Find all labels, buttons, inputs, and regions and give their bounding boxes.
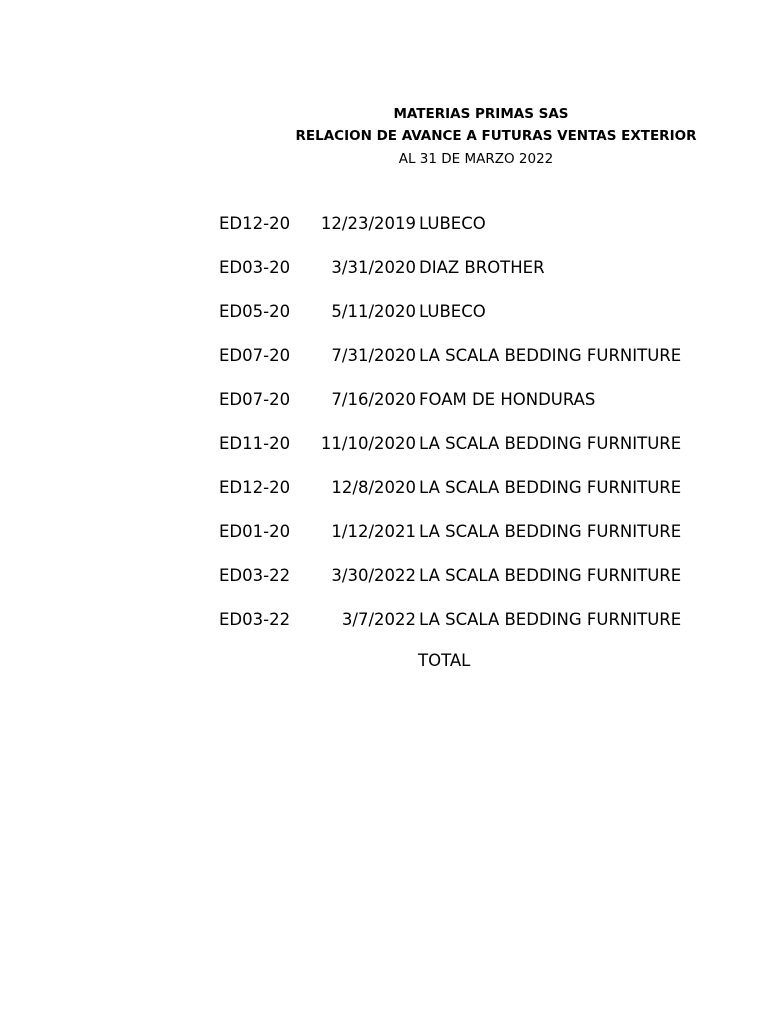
row-client: FOAM DE HONDURAS	[419, 390, 596, 409]
table-row	[0, 433, 768, 455]
row-date: 3/30/2022	[331, 566, 416, 585]
table-row	[0, 521, 768, 543]
row-code: ED07-20	[219, 346, 291, 365]
row-date: 7/16/2020	[331, 390, 416, 409]
row-client: LA SCALA BEDDING FURNITURE	[419, 434, 682, 453]
row-client: LA SCALA BEDDING FURNITURE	[419, 610, 682, 629]
row-date: 7/31/2020	[331, 346, 416, 365]
row-date: 12/8/2020	[331, 478, 416, 497]
row-client: LUBECO	[419, 214, 486, 233]
table-row	[0, 389, 768, 411]
table-row	[0, 477, 768, 499]
row-client: LA SCALA BEDDING FURNITURE	[419, 522, 682, 541]
row-client: LUBECO	[419, 302, 486, 321]
table-row	[0, 213, 768, 235]
row-code: ED01-20	[219, 522, 291, 541]
total-label: TOTAL	[418, 651, 471, 670]
row-code: ED07-20	[219, 390, 291, 409]
row-code: ED03-22	[219, 566, 291, 585]
row-date: 3/31/2020	[331, 258, 416, 277]
company-name: MATERIAS PRIMAS SAS	[393, 106, 569, 122]
row-code: ED12-20	[219, 478, 291, 497]
row-code: ED03-20	[219, 258, 291, 277]
table-row	[0, 609, 768, 631]
row-code: ED12-20	[219, 214, 291, 233]
row-code: ED05-20	[219, 302, 291, 321]
row-client: LA SCALA BEDDING FURNITURE	[419, 346, 682, 365]
row-code: ED03-22	[219, 610, 291, 629]
row-date: 5/11/2020	[331, 302, 416, 321]
row-date: 11/10/2020	[320, 434, 416, 453]
report-date: AL 31 DE MARZO 2022	[398, 151, 554, 167]
row-date: 1/12/2021	[331, 522, 416, 541]
row-date: 12/23/2019	[320, 214, 416, 233]
table-row	[0, 345, 768, 367]
row-client: LA SCALA BEDDING FURNITURE	[419, 478, 682, 497]
row-client: DIAZ BROTHER	[419, 258, 545, 277]
row-client: LA SCALA BEDDING FURNITURE	[419, 566, 682, 585]
row-date: 3/7/2022	[341, 610, 416, 629]
table-row	[0, 565, 768, 587]
table-row	[0, 257, 768, 279]
report-title: RELACION DE AVANCE A FUTURAS VENTAS EXTERIOR	[295, 128, 697, 144]
row-code: ED11-20	[219, 434, 291, 453]
table-row	[0, 301, 768, 323]
